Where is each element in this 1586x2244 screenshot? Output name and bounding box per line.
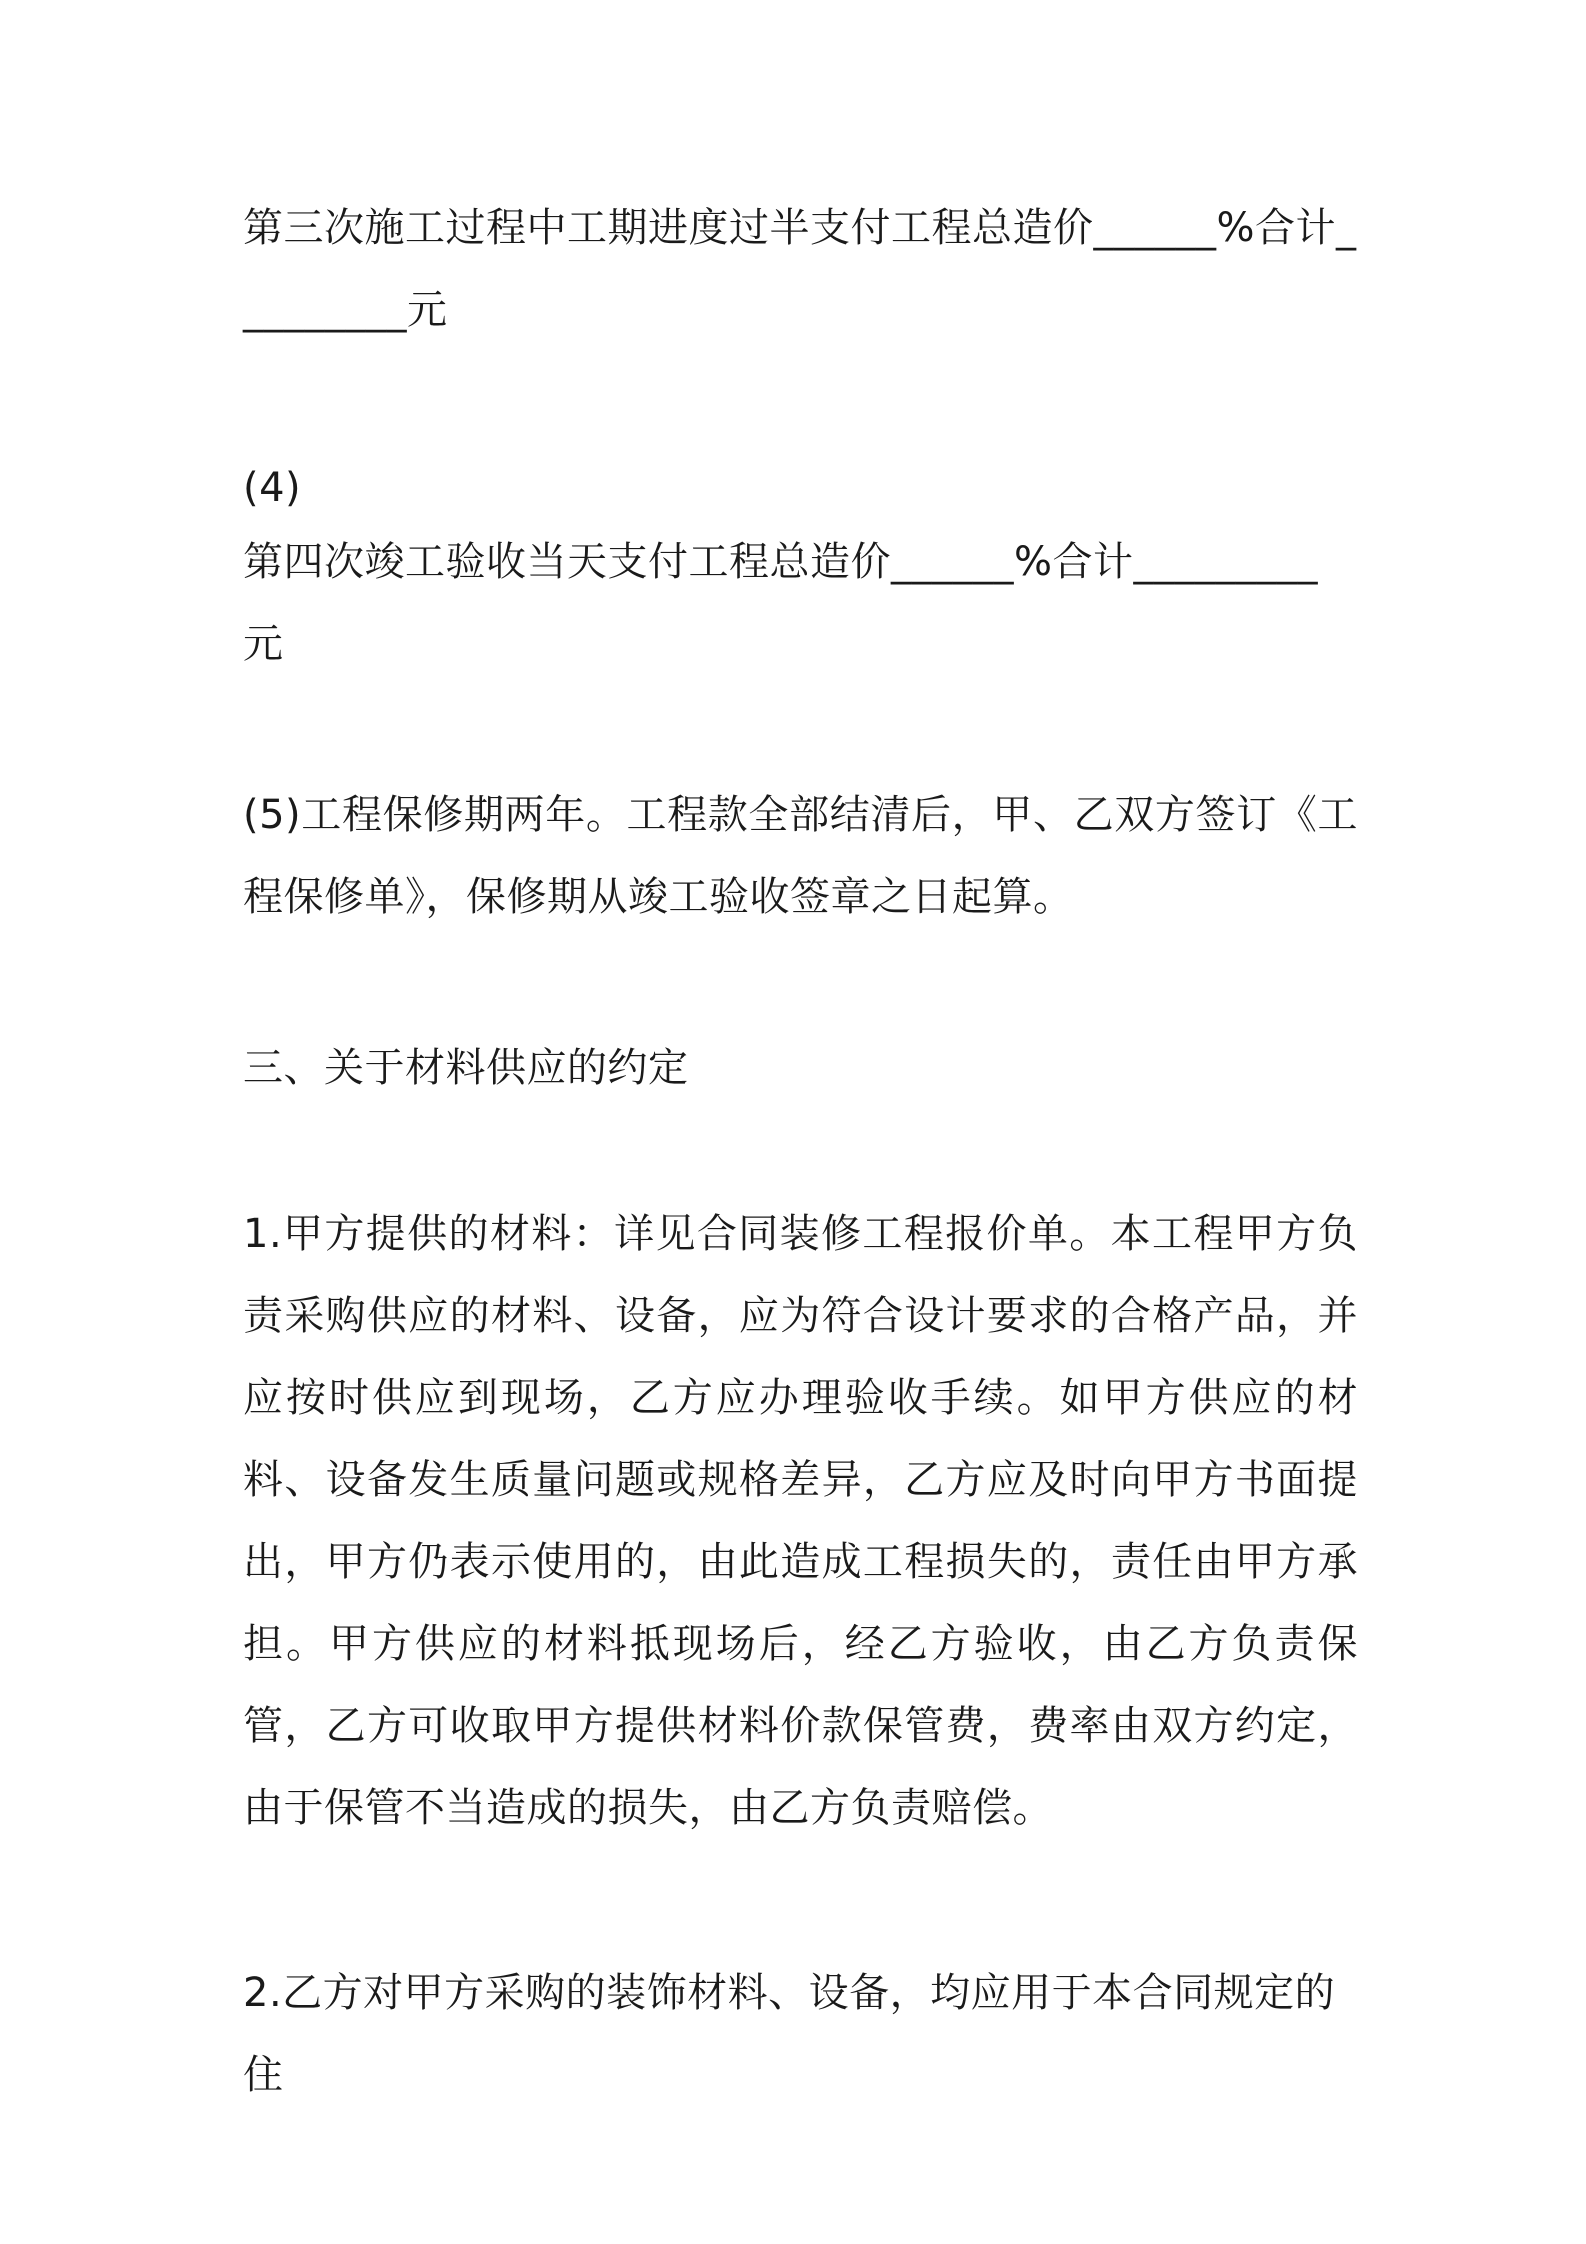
item-number-4: (4)	[243, 465, 302, 511]
warranty-clause: (5)工程保修期两年。工程款全部结清后，甲、乙双方签订《工程保修单》，保修期从竣工验收签章之日起算。	[243, 792, 1358, 920]
materials-clause-1: 1.甲方提供的材料：详见合同装修工程报价单。本工程甲方负责采购供应的材料、设备，应为符合设计要求的合格产品，并应按时供应到现场，乙方应办理验收手续。如甲方供应的材料、设备发生质量问题或规格差异，乙方应及时向甲方书面提出，甲方仍表示使用的，由此造成工程损失的，责任由甲方承担。甲方供应的材料抵现场后，经乙方验收，由乙方负责保管，乙方可收取甲方提供材料价款保管费，费率由双方约定，由于保管不当造成的损失，由乙方负责赔偿。	[243, 1211, 1358, 1831]
section-heading-materials: 三、关于材料供应的约定	[243, 1045, 689, 1091]
materials-clause-2: 2.乙方对甲方采购的装饰材料、设备，均应用于本合同规定的住	[243, 1970, 1336, 2098]
payment-clause-fourth: 第四次竣工验收当天支付工程总造价______%合计_________元	[243, 539, 1319, 667]
payment-clause-third: 第三次施工过程中工期进度过半支付工程总造价______%合计_________元	[243, 205, 1357, 333]
